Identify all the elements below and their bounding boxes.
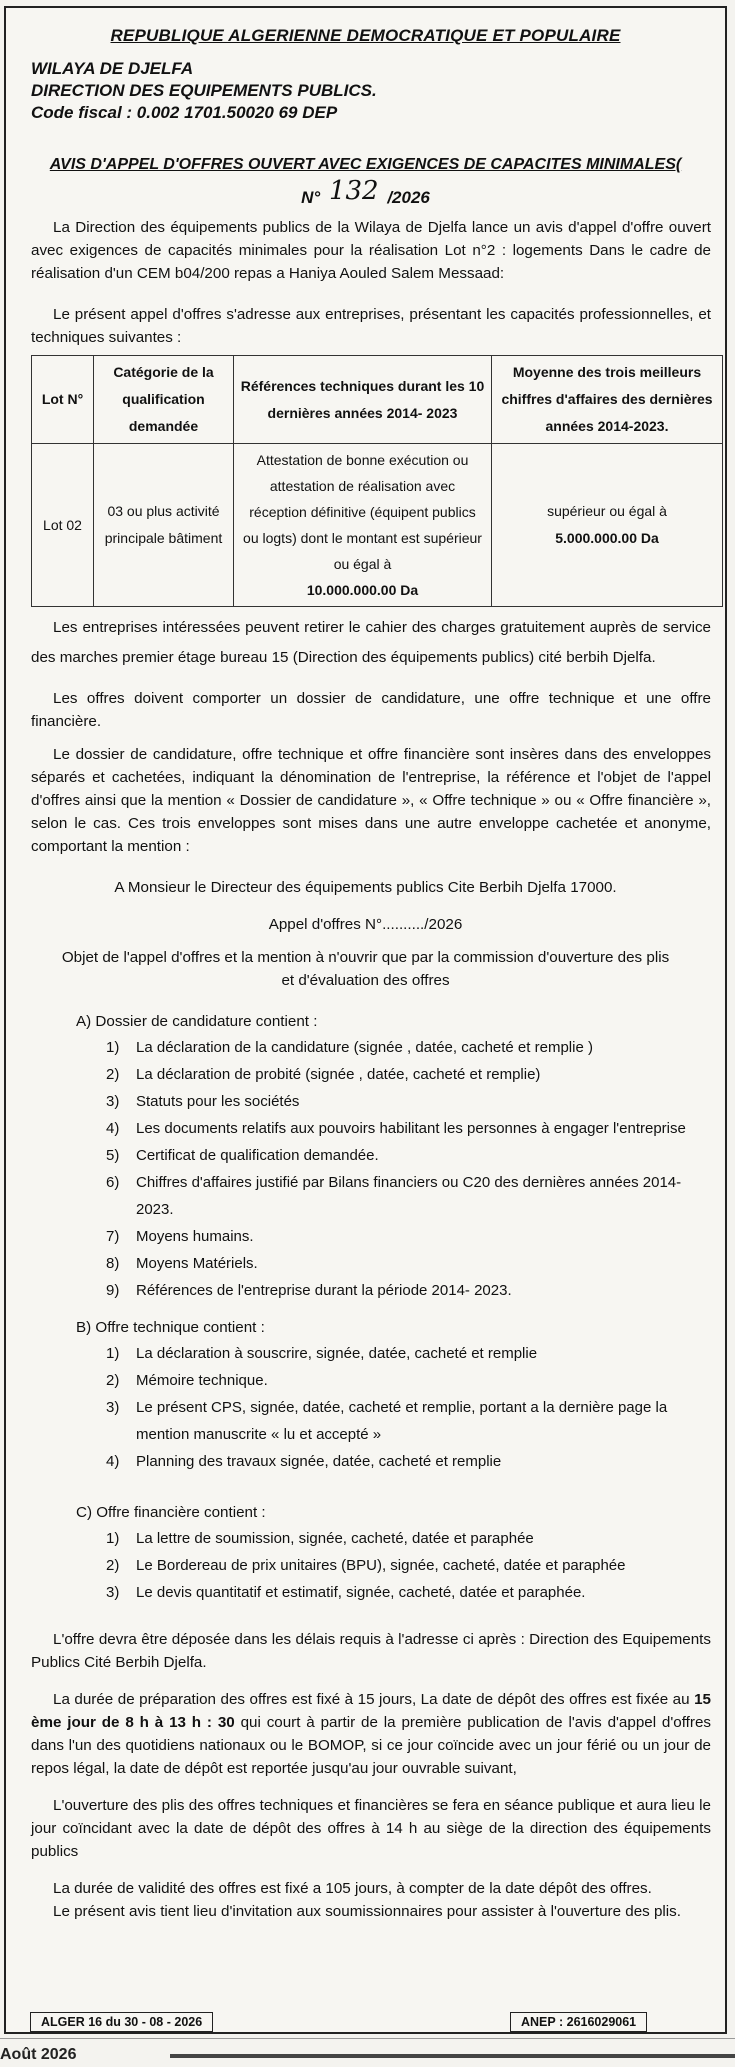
bottom-date-fragment: Août 2026: [0, 2046, 77, 2063]
list-item: [106, 1394, 713, 1448]
invitation-paragraph: Le présent avis tient lieu d'invitation aux soumissionnaires pour assister à l'ouverture des plis.: [53, 1903, 681, 1920]
table-header-row: [32, 356, 723, 444]
list-item: [106, 1088, 713, 1115]
list-item-text: La lettre de soumission, signée, cacheté, datée et paraphée: [136, 1530, 534, 1547]
number-year: /2026: [387, 188, 430, 207]
references-amount: 10.000.000.00 Da: [306, 582, 419, 598]
list-item-text: Planning des travaux signée, datée, cacheté et remplie: [136, 1453, 502, 1470]
duree-text-1: La durée de préparation des offres est fixé à 15 jours, La date de dépôt des offres est fixée au: [53, 1691, 695, 1708]
cell-moyenne: [492, 444, 723, 607]
duree-bold: 15 ème jour de 8 h à 13 h : 30: [31, 1691, 711, 1731]
list-item-number: 4): [106, 1453, 120, 1470]
list-item-text: Les documents relatifs aux pouvoirs habilitant les personnes à engager l'entreprise: [136, 1120, 686, 1137]
list-item-text: Certificat de qualification demandée.: [136, 1147, 379, 1164]
footer-right-box: ANEP : 2616029061: [510, 2012, 647, 2032]
list-item-number: 1): [106, 1345, 120, 1362]
list-item: [106, 1367, 713, 1394]
cell-references: [234, 444, 492, 607]
moyenne-amount: 5.000.000.00 Da: [555, 530, 659, 546]
republic-header: REPUBLIQUE ALGERIENNE DEMOCRATIQUE ET POPULAIRE: [110, 26, 621, 45]
notice-page: [4, 6, 727, 2034]
list-item-number: 2): [106, 1557, 120, 1574]
section-a-title: A) Dossier de candidature contient :: [76, 1013, 318, 1030]
list-item-text: Chiffres d'affaires justifié par Bilans financiers ou C20 des dernières années 2014-2023.: [136, 1174, 682, 1218]
list-item-number: 6): [106, 1174, 120, 1191]
issuer-block: [31, 58, 713, 124]
list-item-text: Le présent CPS, signée, datée, cacheté et remplie, portant a la dernière page la mention manuscrite « lu et accepté »: [136, 1399, 668, 1443]
list-item-number: 4): [106, 1120, 120, 1137]
list-item-number: 1): [106, 1039, 120, 1056]
list-item-text: La déclaration de la candidature (signée , datée, cacheté et remplie ): [136, 1039, 593, 1056]
list-item-number: 9): [106, 1282, 120, 1299]
notice-title: AVIS D'APPEL D'OFFRES OUVERT AVEC EXIGENCES DE CAPACITES MINIMALES(: [49, 156, 682, 173]
list-item-text: Références de l'entreprise durant la période 2014- 2023.: [136, 1282, 512, 1299]
offres-paragraph: Les offres doivent comporter un dossier de candidature, une offre technique et une offre financière.: [31, 690, 711, 730]
list-item-number: 3): [106, 1399, 120, 1416]
list-item-number: 7): [106, 1228, 120, 1245]
moyenne-text: supérieur ou égal à: [547, 503, 667, 519]
duree-paragraph: [31, 1688, 711, 1780]
validite-paragraph: La durée de validité des offres est fixé a 105 jours, à compter de la date dépôt des offres.: [53, 1880, 652, 1897]
list-item: [106, 1169, 713, 1223]
cahier-paragraph: Les entreprises intéressées peuvent retirer le cahier des charges gratuitement auprès de service des marches premier étage bureau 15 (Direction des équipements publics) cité berbih Djelfa.: [31, 619, 711, 666]
list-item-number: 8): [106, 1255, 120, 1272]
references-text: Attestation de bonne exécution ou attestation de réalisation avec réception définitive (équipent publics ou logts) dont le montant est supérieur ou égal à: [243, 452, 482, 572]
duree-text-2: qui court à partir de la première publication de l'avis d'appel d'offres dans l'un des quotidiens nationaux ou le BOMOP, si ce jour coïncide avec un jour férié ou un jour de repos légal, la date de dépôt est reportée jusqu'au jour ouvrable suivant,: [31, 1714, 711, 1777]
bottom-divider: [0, 2038, 735, 2039]
footer-left-box: ALGER 16 du 30 - 08 - 2026: [30, 2012, 213, 2032]
table-row: [32, 444, 723, 607]
dossier-paragraph: Le dossier de candidature, offre technique et offre financière sont insères dans des enveloppes séparés et cachetées, indiquant la dénomination de l'entreprise, la référence et l'objet de l'appel d'offres ainsi que la mention « Dossier de candidature », « Offre technique » ou « Offre financière », selon le cas. Ces trois enveloppes sont mises dans une autre enveloppe cachetée et anonyme, comportant la mention :: [31, 746, 711, 855]
list-item-text: La déclaration à souscrire, signée, datée, cacheté et remplie: [136, 1345, 538, 1362]
list-item: [106, 1142, 713, 1169]
list-item: [106, 1340, 713, 1367]
list-item: [106, 1579, 713, 1606]
section-b-list: [106, 1340, 713, 1475]
list-item-text: Moyens humains.: [136, 1228, 254, 1245]
code-fiscal-line: Code fiscal : 0.002 1701.50020 69 DEP: [31, 103, 338, 122]
notice-content: [18, 8, 713, 1923]
list-item-number: 3): [106, 1093, 120, 1110]
list-item-text: Le Bordereau de prix unitaires (BPU), signée, cacheté, datée et paraphée: [136, 1557, 626, 1574]
list-item: [106, 1115, 713, 1142]
list-item: [106, 1223, 713, 1250]
list-item-text: Statuts pour les sociétés: [136, 1093, 300, 1110]
list-item: [106, 1061, 713, 1088]
th-categorie: Catégorie de la qualification demandée: [94, 356, 234, 444]
list-item-number: 2): [106, 1372, 120, 1389]
list-item-number: 3): [106, 1584, 120, 1601]
wilaya-line: WILAYA DE DJELFA: [31, 59, 194, 78]
list-item-text: Mémoire technique.: [136, 1372, 268, 1389]
section-a-list: [106, 1034, 713, 1304]
notice-number: [18, 176, 713, 210]
handwritten-number: 132: [328, 176, 379, 206]
th-references: Références techniques durant les 10 dernières années 2014- 2023: [234, 356, 492, 444]
list-item: [106, 1277, 713, 1304]
cell-lot: Lot 02: [32, 444, 94, 607]
th-lot: Lot N°: [32, 356, 94, 444]
bottom-rule: [170, 2054, 735, 2058]
cell-categorie: 03 ou plus activité principale bâtiment: [94, 444, 234, 607]
section-b-title: B) Offre technique contient :: [76, 1319, 265, 1336]
address-line: A Monsieur le Directeur des équipements publics Cite Berbih Djelfa 17000.: [114, 879, 617, 896]
section-c-list: [106, 1525, 713, 1606]
list-item-number: 5): [106, 1147, 120, 1164]
capacities-table: [31, 355, 723, 607]
objet-line: Objet de l'appel d'offres et la mention à n'ouvrir que par la commission d'ouverture des plis et d'évaluation des offres: [61, 949, 670, 989]
appel-line: Appel d'offres N°........../2026: [268, 916, 463, 933]
direction-line: DIRECTION DES EQUIPEMENTS PUBLICS.: [31, 81, 377, 100]
list-item: [106, 1525, 713, 1552]
intro2-paragraph: Le présent appel d'offres s'adresse aux entreprises, présentant les capacités professionnelles, et techniques suivantes :: [31, 306, 711, 346]
list-item: [106, 1552, 713, 1579]
list-item-text: La déclaration de probité (signée , datée, cacheté et remplie): [136, 1066, 541, 1083]
depot-paragraph: L'offre devra être déposée dans les délais requis à l'adresse ci après : Direction des Equipements Publics Cité Berbih Djelfa.: [31, 1631, 711, 1671]
ouverture-paragraph: L'ouverture des plis des offres techniques et financières se fera en séance publique et aura lieu le jour coïncidant avec la date de dépôt des offres à 14 h au siège de la direction des équipements publics: [31, 1797, 711, 1860]
intro-paragraph: La Direction des équipements publics de la Wilaya de Djelfa lance un avis d'appel d'offre ouvert avec exigences de capacités minimales pour la réalisation Lot n°2 : logements Dans le cadre de réalisation d'un CEM b04/200 repas a Haniya Aouled Salem Messaad:: [31, 219, 711, 282]
list-item-text: Moyens Matériels.: [136, 1255, 258, 1272]
section-c-title: C) Offre financière contient :: [76, 1504, 266, 1521]
number-prefix: N°: [301, 188, 321, 207]
list-item: [106, 1034, 713, 1061]
list-item: [106, 1250, 713, 1277]
list-item-text: Le devis quantitatif et estimatif, signée, cacheté, datée et paraphée.: [136, 1584, 586, 1601]
list-item-number: 2): [106, 1066, 120, 1083]
list-item-number: 1): [106, 1530, 120, 1547]
list-item: [106, 1448, 713, 1475]
th-moyenne: Moyenne des trois meilleurs chiffres d'affaires des dernières années 2014-2023.: [492, 356, 723, 444]
